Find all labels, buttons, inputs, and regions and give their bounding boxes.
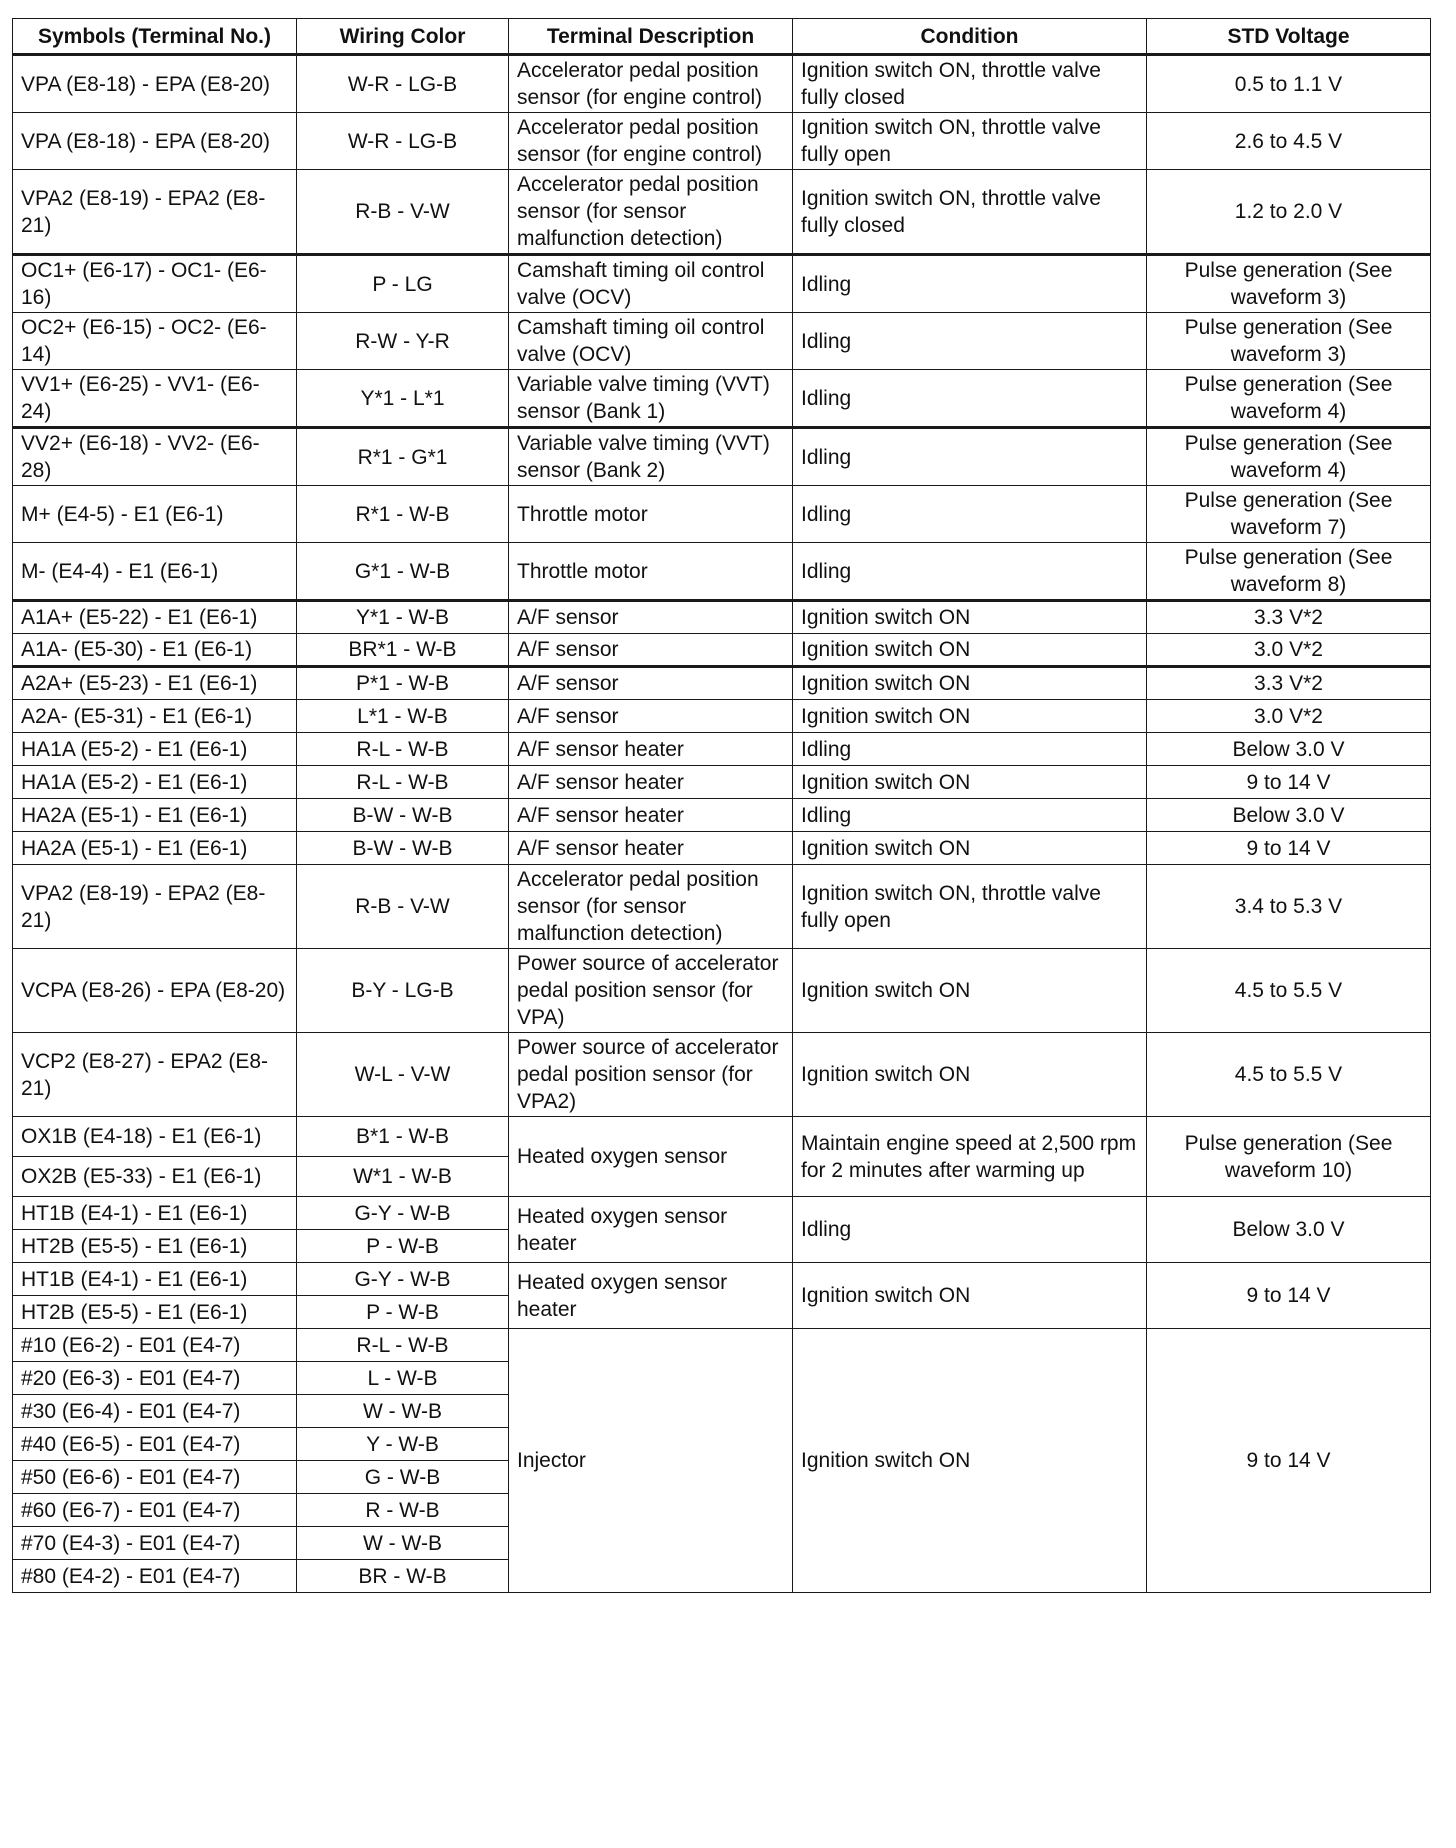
table-row <box>13 55 1431 113</box>
table-row <box>13 700 1431 733</box>
cell-voltage: 4.5 to 5.5 V <box>1147 1033 1431 1117</box>
terminal-voltage-table <box>12 18 1431 1593</box>
cell-condition: Idling <box>793 428 1147 486</box>
table-row <box>13 667 1431 700</box>
cell-description: Heated oxygen sensor <box>509 1117 793 1197</box>
cell-description: Power source of accelerator pedal position sensor (for VPA) <box>509 949 793 1033</box>
cell-symbols: VPA (E8-18) - EPA (E8-20) <box>13 55 297 113</box>
table-row <box>13 255 1431 313</box>
cell-symbols: A2A+ (E5-23) - E1 (E6-1) <box>13 667 297 700</box>
cell-symbols: OX2B (E5-33) - E1 (E6-1) <box>13 1157 297 1197</box>
header-row <box>13 19 1431 55</box>
cell-symbols: M- (E4-4) - E1 (E6-1) <box>13 543 297 601</box>
cell-condition: Ignition switch ON <box>793 1263 1147 1329</box>
cell-wiring: W*1 - W-B <box>297 1157 509 1197</box>
cell-symbols: VPA (E8-18) - EPA (E8-20) <box>13 113 297 170</box>
cell-condition: Ignition switch ON <box>793 1329 1147 1593</box>
table-row <box>13 949 1431 1033</box>
cell-symbols: M+ (E4-5) - E1 (E6-1) <box>13 486 297 543</box>
cell-symbols: HT1B (E4-1) - E1 (E6-1) <box>13 1263 297 1296</box>
header-wiring-color: Wiring Color <box>297 19 509 55</box>
cell-description: Variable valve timing (VVT) sensor (Bank 1) <box>509 370 793 428</box>
cell-voltage: 3.0 V*2 <box>1147 700 1431 733</box>
cell-wiring: B-W - W-B <box>297 799 509 832</box>
cell-description: Camshaft timing oil control valve (OCV) <box>509 255 793 313</box>
table-row <box>13 1197 1431 1230</box>
table-row <box>13 865 1431 949</box>
cell-symbols: #50 (E6-6) - E01 (E4-7) <box>13 1461 297 1494</box>
cell-voltage: 2.6 to 4.5 V <box>1147 113 1431 170</box>
cell-condition: Idling <box>793 799 1147 832</box>
cell-symbols: #80 (E4-2) - E01 (E4-7) <box>13 1560 297 1593</box>
cell-symbols: HA1A (E5-2) - E1 (E6-1) <box>13 733 297 766</box>
cell-wiring: G-Y - W-B <box>297 1263 509 1296</box>
table-row <box>13 1329 1431 1362</box>
table-row <box>13 766 1431 799</box>
cell-description: Accelerator pedal position sensor (for engine control) <box>509 113 793 170</box>
cell-condition: Idling <box>793 370 1147 428</box>
cell-condition: Idling <box>793 733 1147 766</box>
table-row <box>13 486 1431 543</box>
cell-description: Accelerator pedal position sensor (for engine control) <box>509 55 793 113</box>
cell-wiring: Y - W-B <box>297 1428 509 1461</box>
cell-symbols: HT2B (E5-5) - E1 (E6-1) <box>13 1296 297 1329</box>
cell-voltage: Below 3.0 V <box>1147 733 1431 766</box>
cell-condition: Ignition switch ON <box>793 766 1147 799</box>
cell-description: A/F sensor <box>509 634 793 667</box>
cell-condition: Idling <box>793 486 1147 543</box>
cell-description: Heated oxygen sensor heater <box>509 1263 793 1329</box>
cell-description: Variable valve timing (VVT) sensor (Bank 2) <box>509 428 793 486</box>
cell-symbols: VPA2 (E8-19) - EPA2 (E8-21) <box>13 865 297 949</box>
cell-symbols: HA2A (E5-1) - E1 (E6-1) <box>13 799 297 832</box>
table-row <box>13 543 1431 601</box>
cell-symbols: VV1+ (E6-25) - VV1- (E6-24) <box>13 370 297 428</box>
cell-symbols: VCP2 (E8-27) - EPA2 (E8-21) <box>13 1033 297 1117</box>
cell-wiring: P - W-B <box>297 1230 509 1263</box>
cell-symbols: A1A+ (E5-22) - E1 (E6-1) <box>13 601 297 634</box>
cell-condition: Idling <box>793 543 1147 601</box>
cell-description: Camshaft timing oil control valve (OCV) <box>509 313 793 370</box>
cell-wiring: R-W - Y-R <box>297 313 509 370</box>
cell-symbols: A2A- (E5-31) - E1 (E6-1) <box>13 700 297 733</box>
cell-voltage: 3.3 V*2 <box>1147 601 1431 634</box>
cell-voltage: 9 to 14 V <box>1147 1329 1431 1593</box>
cell-voltage: Pulse generation (See waveform 10) <box>1147 1117 1431 1197</box>
cell-condition: Ignition switch ON <box>793 700 1147 733</box>
cell-wiring: W - W-B <box>297 1395 509 1428</box>
cell-voltage: Pulse generation (See waveform 3) <box>1147 313 1431 370</box>
cell-description: A/F sensor <box>509 601 793 634</box>
cell-symbols: #40 (E6-5) - E01 (E4-7) <box>13 1428 297 1461</box>
cell-symbols: #70 (E4-3) - E01 (E4-7) <box>13 1527 297 1560</box>
cell-condition: Ignition switch ON, throttle valve fully open <box>793 865 1147 949</box>
cell-wiring: P*1 - W-B <box>297 667 509 700</box>
cell-wiring: BR - W-B <box>297 1560 509 1593</box>
cell-voltage: 9 to 14 V <box>1147 766 1431 799</box>
cell-wiring: W-L - V-W <box>297 1033 509 1117</box>
cell-wiring: Y*1 - L*1 <box>297 370 509 428</box>
cell-wiring: G - W-B <box>297 1461 509 1494</box>
cell-wiring: P - W-B <box>297 1296 509 1329</box>
cell-voltage: Below 3.0 V <box>1147 799 1431 832</box>
cell-symbols: #10 (E6-2) - E01 (E4-7) <box>13 1329 297 1362</box>
header-symbols: Symbols (Terminal No.) <box>13 19 297 55</box>
cell-voltage: Pulse generation (See waveform 8) <box>1147 543 1431 601</box>
cell-description: Heated oxygen sensor heater <box>509 1197 793 1263</box>
cell-voltage: Pulse generation (See waveform 3) <box>1147 255 1431 313</box>
cell-voltage: 3.4 to 5.3 V <box>1147 865 1431 949</box>
cell-wiring: G*1 - W-B <box>297 543 509 601</box>
cell-voltage: 3.3 V*2 <box>1147 667 1431 700</box>
cell-symbols: OX1B (E4-18) - E1 (E6-1) <box>13 1117 297 1157</box>
cell-wiring: L - W-B <box>297 1362 509 1395</box>
table-row <box>13 832 1431 865</box>
table-row <box>13 1033 1431 1117</box>
cell-description: A/F sensor heater <box>509 733 793 766</box>
table-row <box>13 1263 1431 1296</box>
table-row <box>13 634 1431 667</box>
cell-description: Power source of accelerator pedal position sensor (for VPA2) <box>509 1033 793 1117</box>
cell-condition: Idling <box>793 313 1147 370</box>
cell-description: A/F sensor heater <box>509 766 793 799</box>
cell-condition: Ignition switch ON <box>793 1033 1147 1117</box>
cell-wiring: B*1 - W-B <box>297 1117 509 1157</box>
cell-condition: Ignition switch ON, throttle valve fully closed <box>793 170 1147 255</box>
cell-voltage: Pulse generation (See waveform 4) <box>1147 428 1431 486</box>
table-row <box>13 428 1431 486</box>
cell-description: Injector <box>509 1329 793 1593</box>
table-row <box>13 313 1431 370</box>
cell-symbols: HT1B (E4-1) - E1 (E6-1) <box>13 1197 297 1230</box>
table-row <box>13 170 1431 255</box>
cell-condition: Maintain engine speed at 2,500 rpm for 2 minutes after warming up <box>793 1117 1147 1197</box>
cell-voltage: 4.5 to 5.5 V <box>1147 949 1431 1033</box>
cell-wiring: L*1 - W-B <box>297 700 509 733</box>
terminal-voltage-sheet <box>12 18 1430 1593</box>
cell-symbols: OC2+ (E6-15) - OC2- (E6-14) <box>13 313 297 370</box>
cell-description: Accelerator pedal position sensor (for sensor malfunction detection) <box>509 170 793 255</box>
cell-wiring: G-Y - W-B <box>297 1197 509 1230</box>
cell-condition: Ignition switch ON <box>793 949 1147 1033</box>
cell-wiring: R*1 - W-B <box>297 486 509 543</box>
cell-description: A/F sensor <box>509 667 793 700</box>
cell-symbols: #20 (E6-3) - E01 (E4-7) <box>13 1362 297 1395</box>
cell-condition: Idling <box>793 255 1147 313</box>
table-row <box>13 733 1431 766</box>
cell-symbols: HA1A (E5-2) - E1 (E6-1) <box>13 766 297 799</box>
cell-wiring: B-Y - LG-B <box>297 949 509 1033</box>
cell-condition: Ignition switch ON <box>793 601 1147 634</box>
cell-description: Throttle motor <box>509 543 793 601</box>
cell-voltage: 9 to 14 V <box>1147 832 1431 865</box>
cell-condition: Ignition switch ON <box>793 832 1147 865</box>
cell-symbols: VPA2 (E8-19) - EPA2 (E8-21) <box>13 170 297 255</box>
cell-description: A/F sensor <box>509 700 793 733</box>
cell-wiring: W-R - LG-B <box>297 55 509 113</box>
cell-condition: Ignition switch ON <box>793 634 1147 667</box>
cell-condition: Ignition switch ON, throttle valve fully open <box>793 113 1147 170</box>
cell-condition: Ignition switch ON <box>793 667 1147 700</box>
table-row <box>13 799 1431 832</box>
table-row <box>13 601 1431 634</box>
cell-description: Accelerator pedal position sensor (for sensor malfunction detection) <box>509 865 793 949</box>
cell-condition: Ignition switch ON, throttle valve fully closed <box>793 55 1147 113</box>
cell-wiring: R*1 - G*1 <box>297 428 509 486</box>
cell-voltage: 9 to 14 V <box>1147 1263 1431 1329</box>
table-row <box>13 1117 1431 1157</box>
cell-voltage: Pulse generation (See waveform 4) <box>1147 370 1431 428</box>
header-std-voltage: STD Voltage <box>1147 19 1431 55</box>
cell-wiring: R-L - W-B <box>297 733 509 766</box>
cell-voltage: Pulse generation (See waveform 7) <box>1147 486 1431 543</box>
cell-wiring: R - W-B <box>297 1494 509 1527</box>
cell-voltage: 1.2 to 2.0 V <box>1147 170 1431 255</box>
cell-wiring: W - W-B <box>297 1527 509 1560</box>
cell-symbols: HA2A (E5-1) - E1 (E6-1) <box>13 832 297 865</box>
cell-description: A/F sensor heater <box>509 799 793 832</box>
cell-symbols: VCPA (E8-26) - EPA (E8-20) <box>13 949 297 1033</box>
cell-wiring: P - LG <box>297 255 509 313</box>
cell-symbols: #60 (E6-7) - E01 (E4-7) <box>13 1494 297 1527</box>
table-row <box>13 113 1431 170</box>
cell-symbols: HT2B (E5-5) - E1 (E6-1) <box>13 1230 297 1263</box>
cell-voltage: 0.5 to 1.1 V <box>1147 55 1431 113</box>
cell-wiring: R-B - V-W <box>297 865 509 949</box>
cell-symbols: OC1+ (E6-17) - OC1- (E6-16) <box>13 255 297 313</box>
cell-wiring: W-R - LG-B <box>297 113 509 170</box>
cell-wiring: R-L - W-B <box>297 1329 509 1362</box>
cell-wiring: B-W - W-B <box>297 832 509 865</box>
header-condition: Condition <box>793 19 1147 55</box>
cell-wiring: R-B - V-W <box>297 170 509 255</box>
cell-symbols: A1A- (E5-30) - E1 (E6-1) <box>13 634 297 667</box>
cell-wiring: R-L - W-B <box>297 766 509 799</box>
cell-symbols: #30 (E6-4) - E01 (E4-7) <box>13 1395 297 1428</box>
cell-description: Throttle motor <box>509 486 793 543</box>
cell-voltage: Below 3.0 V <box>1147 1197 1431 1263</box>
cell-description: A/F sensor heater <box>509 832 793 865</box>
table-row <box>13 370 1431 428</box>
header-terminal-description: Terminal Description <box>509 19 793 55</box>
cell-wiring: Y*1 - W-B <box>297 601 509 634</box>
cell-condition: Idling <box>793 1197 1147 1263</box>
cell-symbols: VV2+ (E6-18) - VV2- (E6-28) <box>13 428 297 486</box>
cell-wiring: BR*1 - W-B <box>297 634 509 667</box>
cell-voltage: 3.0 V*2 <box>1147 634 1431 667</box>
